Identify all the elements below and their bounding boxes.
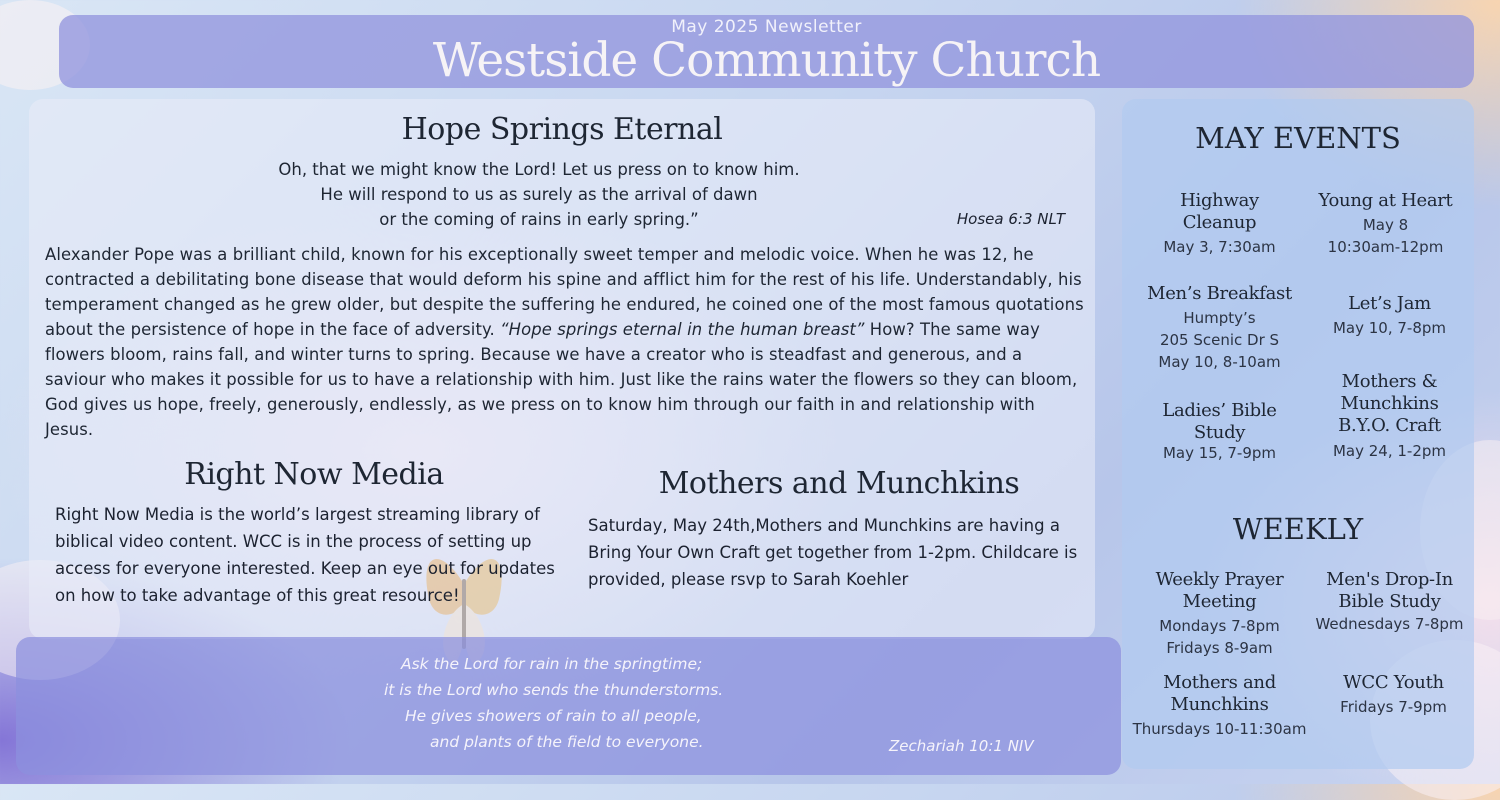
footer-verse-panel — [16, 637, 1121, 775]
event-name: Ladies’ Bible Study — [1162, 400, 1277, 443]
hosea-reference: Hosea 6:3 NLT — [956, 210, 1065, 228]
event-lets-jam — [1302, 293, 1477, 339]
event-detail: May 10, 8-10am — [1158, 353, 1281, 371]
event-young-at-heart — [1298, 190, 1473, 258]
event-detail: May 15, 7-9pm — [1162, 444, 1277, 462]
event-detail: Fridays 7-9pm — [1340, 698, 1447, 716]
may-events-heading: MAY EVENTS — [1195, 121, 1401, 155]
pope-quote: “Hope springs eternal in the human breast” — [500, 320, 865, 339]
verse-line: or the coming of rains in early spring.” — [379, 210, 699, 229]
zechariah-verse — [384, 651, 764, 755]
event-detail: May 10, 7-8pm — [1332, 319, 1447, 337]
verse-line: it is the Lord who sends the thunderstorms. — [384, 681, 724, 699]
hosea-verse — [209, 157, 869, 232]
event-detail: Thursdays 10-11:30am — [1132, 720, 1307, 738]
hope-article-body — [45, 242, 1085, 442]
hope-springs-title: Hope Springs Eternal — [401, 112, 723, 147]
event-name: WCC Youth — [1343, 672, 1444, 693]
event-mens-breakfast — [1132, 283, 1307, 373]
events-sidebar — [1122, 99, 1474, 769]
newsletter-subtitle: May 2025 Newsletter — [671, 17, 862, 37]
verse-line: He will respond to us as surely as the arrival of dawn — [320, 185, 758, 204]
event-detail: May 8 — [1362, 216, 1409, 234]
weekly-mens-bible-study — [1302, 569, 1477, 635]
event-name: Weekly Prayer Meeting — [1155, 569, 1284, 612]
main-article-panel — [29, 99, 1095, 639]
zechariah-reference: Zechariah 10:1 NIV — [889, 737, 1034, 755]
right-now-media-text: Right Now Media is the world’s largest streaming library of biblical video content. WCC is in the process of setting up access for everyone interested. Keep an eye out for updates on how to take advantage of this great resource! — [55, 505, 555, 605]
verse-line: Oh, that we might know the Lord! Let us press on to know him. — [278, 160, 800, 179]
event-mothers-munchkins-craft — [1302, 371, 1477, 462]
event-detail: Humpty’s — [1183, 309, 1256, 327]
event-name: Men’s Breakfast — [1147, 283, 1292, 304]
event-detail: 10:30am-12pm — [1327, 238, 1444, 256]
verse-line: Ask the Lord for rain in the springtime; — [401, 655, 703, 673]
event-detail: May 3, 7:30am — [1163, 238, 1276, 256]
event-detail: Mondays 7-8pm — [1159, 617, 1280, 635]
event-name: Mothers and Munchkins — [1163, 672, 1276, 715]
newsletter-header — [59, 15, 1474, 88]
mothers-munchkins-title: Mothers and Munchkins — [658, 466, 1020, 501]
event-detail: 205 Scenic Dr S — [1159, 331, 1280, 349]
mothers-munchkins-text: Saturday, May 24th,Mothers and Munchkins are having a Bring Your Own Craft get together from 1-2pm. Childcare is provided, please rsvp to Sarah Koehler — [588, 516, 1078, 589]
event-name: Highway Cleanup — [1180, 190, 1259, 233]
article-text: How? The same way flowers bloom, rains fall, and winter turns to spring. Because we have a creator who is steadfast and generous, and a saviour who makes it possible for us to have a relationship with him. Just like the rains water the flowers so they can bloom, God gives us hope, freely, generously, endlessly, as we press on to know him through our faith in and relationship with Jesus. — [45, 320, 1078, 439]
verse-line: and plants of the field to everyone. — [430, 733, 704, 751]
event-name: Men's Drop-In Bible Study — [1326, 569, 1453, 612]
event-name: Mothers & Munchkins B.Y.O. Craft — [1338, 371, 1441, 436]
weekly-wcc-youth — [1306, 672, 1481, 718]
verse-line: He gives showers of rain to all people, — [405, 707, 702, 725]
weekly-mothers-munchkins — [1132, 672, 1307, 740]
event-name: Young at Heart — [1318, 190, 1453, 211]
event-name: Let’s Jam — [1348, 293, 1431, 314]
event-ladies-bible-study — [1132, 400, 1307, 464]
weekly-prayer-meeting — [1132, 569, 1307, 659]
article-text: Alexander Pope was a brilliant child, known for his exceptionally sweet temper and melodic voice. When he was 12, he contracted a debilitating bone disease that would deform his spine and afflict him for the rest of his life. Understandably, his temperament changed as he grew older, but despite the suffering he endured, he coined one of the most famous quotations about the persistence of hope in the face of adversity. — [45, 245, 1084, 339]
event-highway-cleanup — [1132, 190, 1307, 258]
event-detail: May 24, 1-2pm — [1332, 442, 1447, 460]
right-now-media-title: Right Now Media — [184, 457, 444, 492]
event-detail: Fridays 8-9am — [1166, 639, 1273, 657]
weekly-heading: WEEKLY — [1232, 512, 1364, 546]
event-detail: Wednesdays 7-8pm — [1315, 615, 1464, 633]
church-name-title: Westside Community Church — [432, 33, 1101, 88]
